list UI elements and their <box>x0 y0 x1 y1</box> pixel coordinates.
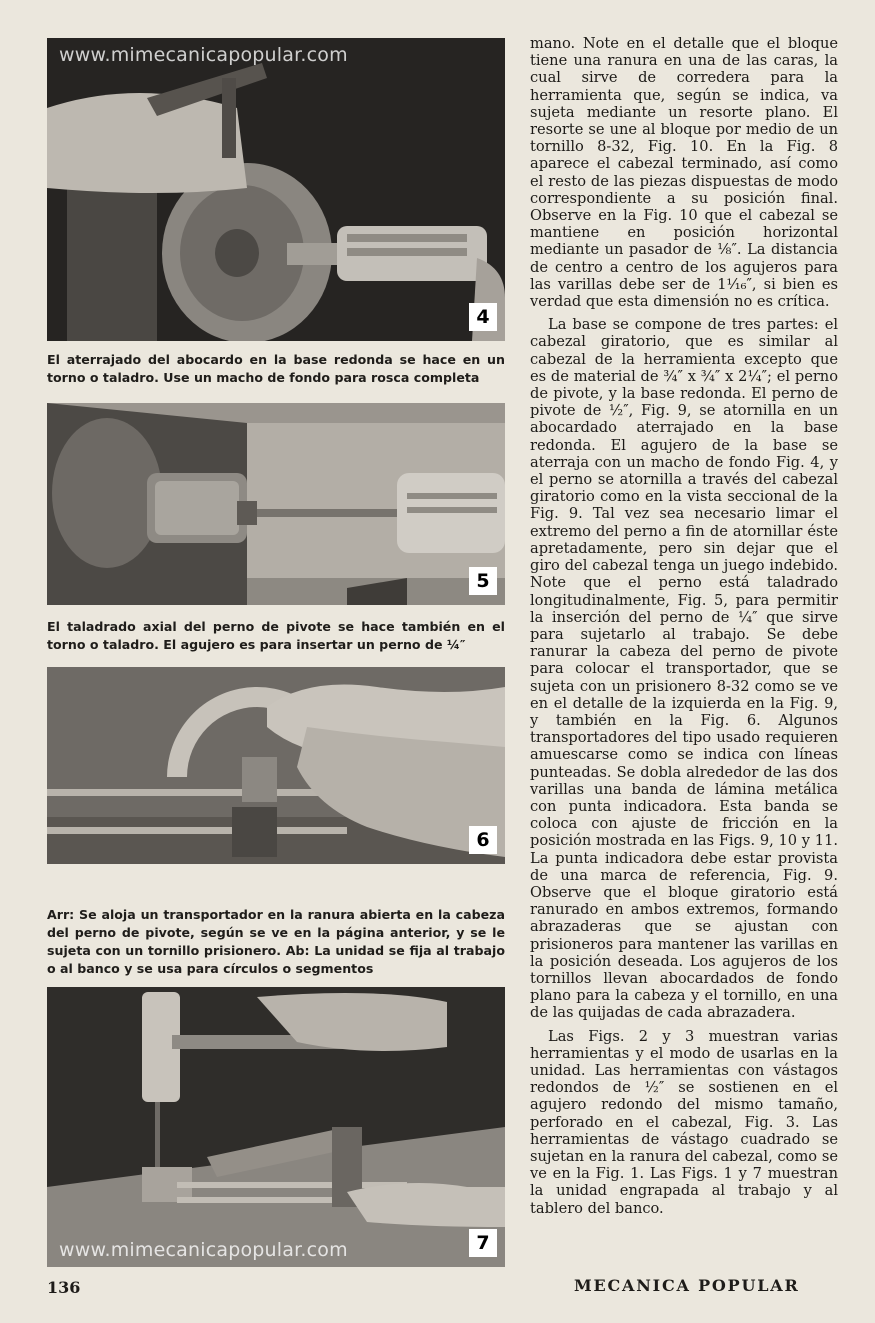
magazine-name: MECANICA POPULAR <box>574 1276 800 1295</box>
figure-6-number: 6 <box>469 826 497 854</box>
watermark-text: www.mimecanicapopular.com <box>59 1239 348 1261</box>
figure-4-caption: El aterrajado del abocardo en la base redonda se hace en un torno o taladro. Use un macho de fondo para rosca completa <box>47 352 505 385</box>
article-paragraph: Las Figs. 2 y 3 muestran varias herramientas y el modo de usarlas en la unidad. Las herramientas con vástagos redondos de ½″ se sostienen en el agujero redondo del mismo tamaño, perforado en el cabezal, Fig. 3. Las herramientas de vástago cuadrado se sujetan en la ranura del cabezal, como se ve en la Fig. 1. Las Figs. 1 y 7 muestran la unidad engrapada al trabajo y al tablero del banco. <box>530 1027 838 1217</box>
figure-6-photo <box>47 667 505 864</box>
figure-6-caption: Arr: Se aloja un transportador en la ranura abierta en la cabeza del perno de pivote, según se ve en la página anterior, y se le sujeta con un tornillo prisionero. Ab: La unidad se fija al trabajo o al banco y se usa para círculos o segmentos <box>47 907 505 976</box>
figure-7-number: 7 <box>469 1229 497 1257</box>
article-column <box>530 35 838 1223</box>
figure-7-photo <box>47 987 505 1267</box>
figure-5-caption: El taladrado axial del perno de pivote se hace también en el torno o taladro. El agujero es para insertar un perno de ¼″ <box>47 619 505 652</box>
page-number: 136 <box>47 1278 81 1297</box>
figure-5-number: 5 <box>469 567 497 595</box>
article-paragraph: mano. Note en el detalle que el bloque tiene una ranura en una de las caras, la cual sirve de corredera para la herramienta que, según se indica, va sujeta mediante un resorte plano. El resorte se une al bloque por medio de un tornillo 8-32, Fig. 10. En la Fig. 8 aparece el cabezal terminado, así como el resto de las piezas dispuestas de modo correspondiente a su posición final. Observe en la Fig. 10 que el cabezal se mantiene en posición horizontal mediante un pasador de ⅛″. La distancia de centro a centro de los agujeros para las varillas debe ser de 1¹⁄₁₆″, si bien es verdad que esta dimensión no es crítica. <box>530 35 838 311</box>
figure-5-photo <box>47 403 505 605</box>
article-paragraph: La base se compone de tres partes: el cabezal giratorio, que es similar al cabezal de la herramienta excepto que es de material de ¾″ x ¾″ x 2¼″; el perno de pivote, y la base redonda. El perno de pivote de ½″, Fig. 9, se atornilla en un abocardado aterrajado en la base redonda. El agujero de la base se aterraja con un macho de fondo Fig. 4, y el perno se atornilla a través del cabezal giratorio como en la vista seccional de la Fig. 9. Tal vez sea necesario limar el extremo del perno a fin de atornillar éste apretadamente, pero sin dejar que el giro del cabezal tenga un juego indebido. Note que el perno está taladrado longitudinalmente, Fig. 5, para permitir la inserción del perno de ¼″ que sirve para sujetarlo al trabajo. Se debe ranurar la cabeza del perno de pivote para colocar el transportador, que se sujeta con un prisionero 8-32 como se ve en el detalle de la izquierda en la Fig. 9, y también en la Fig. 6. Algunos transportadores del tipo usado requieren amuescarse como se indica con líneas punteadas. Se dobla alrededor de las dos varillas una banda de lámina metálica con punta indicadora. Esta banda se coloca con ajuste de fricción en la posición mostrada en las Figs. 9, 10 y 11. La punta indicadora debe estar provista de una marca de referencia, Fig. 9. Observe que el bloque giratorio está ranurado en ambos extremos, formando abrazaderas que se ajustan con prisioneros para mantener las varillas en la posición deseada. Los agujeros de los tornillos llevan abocardados de fondo plano para la cabeza y el tornillo, en una de las quijadas de cada abrazadera. <box>530 316 838 1022</box>
figure-4-number: 4 <box>469 303 497 331</box>
watermark-text: www.mimecanicapopular.com <box>59 44 348 66</box>
figure-4-photo <box>47 38 505 341</box>
